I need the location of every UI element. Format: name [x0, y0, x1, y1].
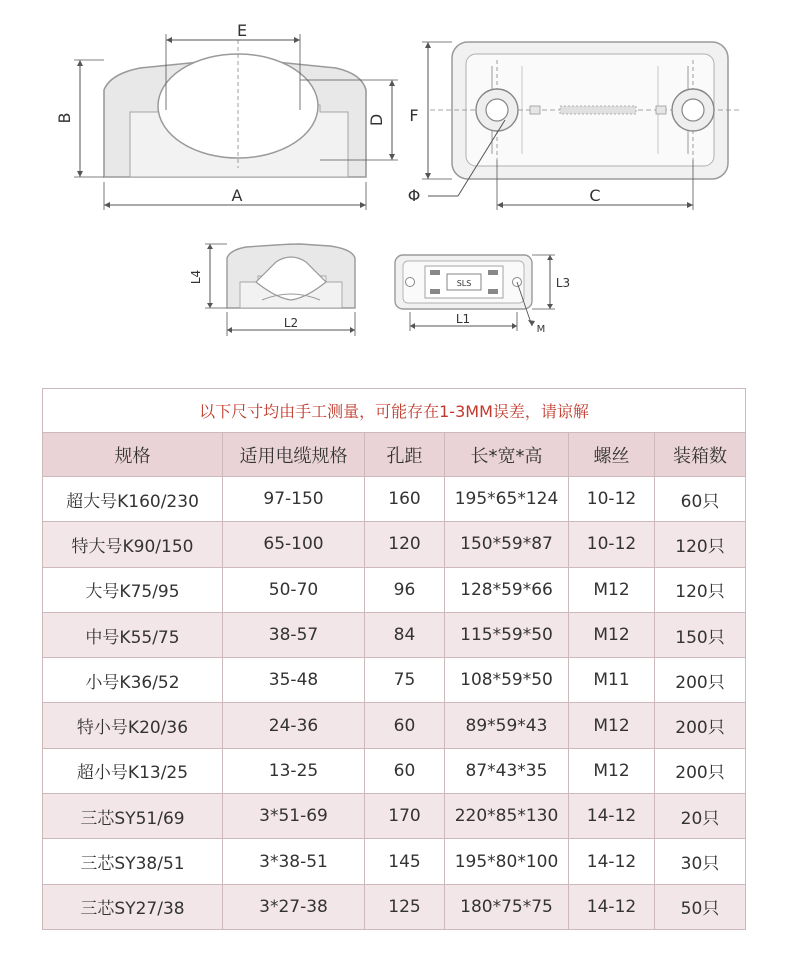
dimensions-cell: 180*75*75 — [445, 884, 569, 929]
table-row — [43, 658, 746, 703]
box-qty-cell: 30只 — [655, 839, 746, 884]
col-header-screw: 螺丝 — [569, 433, 655, 477]
small-front-view-drawing — [189, 244, 355, 336]
dim-label-b: B — [55, 112, 74, 124]
dimensions-cell: 108*59*50 — [445, 658, 569, 703]
col-header-hole-pitch: 孔距 — [365, 433, 445, 477]
table-row — [43, 748, 746, 793]
col-header-dimensions: 长*宽*高 — [445, 433, 569, 477]
hole-pitch-cell: 60 — [365, 703, 445, 748]
spec-table — [42, 388, 746, 930]
dimensions-cell: 220*85*130 — [445, 794, 569, 839]
cable-range-cell: 97-150 — [223, 477, 365, 522]
dim-label-d: D — [367, 113, 386, 127]
dimensions-cell: 87*43*35 — [445, 748, 569, 793]
box-qty-cell: 200只 — [655, 748, 746, 793]
box-qty-cell: 200只 — [655, 658, 746, 703]
dim-label-c: C — [589, 186, 601, 205]
technical-drawings — [0, 0, 787, 370]
hole-pitch-cell: 84 — [365, 612, 445, 657]
table-row — [43, 477, 746, 522]
spec-cell: 大号K75/95 — [43, 567, 223, 612]
box-qty-cell: 120只 — [655, 522, 746, 567]
dim-label-l1: L1 — [455, 312, 471, 326]
hole-pitch-cell: 60 — [365, 748, 445, 793]
table-row — [43, 884, 746, 929]
dim-label-m: M — [536, 324, 546, 335]
col-header-box-qty: 装箱数 — [655, 433, 746, 477]
col-header-cable-range: 适用电缆规格 — [223, 433, 365, 477]
screw-cell: 10-12 — [569, 522, 655, 567]
dim-label-l2: L2 — [283, 316, 299, 330]
note-row — [43, 389, 746, 433]
sls-mark: SLS — [456, 279, 472, 288]
spec-cell: 特小号K20/36 — [43, 703, 223, 748]
screw-cell: M12 — [569, 748, 655, 793]
table-row — [43, 794, 746, 839]
cable-range-cell: 13-25 — [223, 748, 365, 793]
cable-range-cell: 3*38-51 — [223, 839, 365, 884]
dimensions-cell: 128*59*66 — [445, 567, 569, 612]
screw-cell: M12 — [569, 612, 655, 657]
dimensions-cell: 115*59*50 — [445, 612, 569, 657]
cable-range-cell: 35-48 — [223, 658, 365, 703]
box-qty-cell: 60只 — [655, 477, 746, 522]
box-qty-cell: 150只 — [655, 612, 746, 657]
box-qty-cell: 50只 — [655, 884, 746, 929]
cable-range-cell: 3*27-38 — [223, 884, 365, 929]
spec-cell: 三芯SY38/51 — [43, 839, 223, 884]
box-qty-cell: 20只 — [655, 794, 746, 839]
cable-range-cell: 24-36 — [223, 703, 365, 748]
screw-cell: 14-12 — [569, 839, 655, 884]
col-header-spec: 规格 — [43, 433, 223, 477]
table-row — [43, 612, 746, 657]
front-view-drawing — [55, 21, 398, 210]
table-header-row — [43, 433, 746, 477]
spec-cell: 中号K55/75 — [43, 612, 223, 657]
small-top-view-drawing — [395, 255, 570, 335]
dim-label-phi: Φ — [407, 186, 421, 205]
cable-range-cell: 65-100 — [223, 522, 365, 567]
screw-cell: 10-12 — [569, 477, 655, 522]
table-row — [43, 522, 746, 567]
hole-pitch-cell: 96 — [365, 567, 445, 612]
hole-pitch-cell: 160 — [365, 477, 445, 522]
screw-cell: M11 — [569, 658, 655, 703]
table-body — [43, 477, 746, 930]
dim-label-f: F — [409, 106, 419, 125]
dim-label-a: A — [231, 186, 243, 205]
dim-label-e: E — [236, 21, 248, 40]
hole-pitch-cell: 75 — [365, 658, 445, 703]
dimensions-cell: 195*65*124 — [445, 477, 569, 522]
spec-cell: 小号K36/52 — [43, 658, 223, 703]
hole-pitch-cell: 120 — [365, 522, 445, 567]
cable-range-cell: 50-70 — [223, 567, 365, 612]
spec-cell: 特大号K90/150 — [43, 522, 223, 567]
box-qty-cell: 200只 — [655, 703, 746, 748]
screw-cell: M12 — [569, 703, 655, 748]
spec-cell: 超小号K13/25 — [43, 748, 223, 793]
dimensions-cell: 195*80*100 — [445, 839, 569, 884]
box-qty-cell: 120只 — [655, 567, 746, 612]
cable-range-cell: 3*51-69 — [223, 794, 365, 839]
screw-cell: M12 — [569, 567, 655, 612]
table-row — [43, 567, 746, 612]
table-row — [43, 839, 746, 884]
spec-cell: 超大号K160/230 — [43, 477, 223, 522]
measurement-note: 以下尺寸均由手工测量，可能存在1-3MM误差，请谅解 — [43, 389, 746, 433]
hole-pitch-cell: 145 — [365, 839, 445, 884]
table-row — [43, 703, 746, 748]
screw-cell: 14-12 — [569, 794, 655, 839]
dimensions-cell: 150*59*87 — [445, 522, 569, 567]
dim-label-l3: L3 — [555, 276, 571, 290]
spec-cell: 三芯SY51/69 — [43, 794, 223, 839]
dimensions-cell: 89*59*43 — [445, 703, 569, 748]
screw-cell: 14-12 — [569, 884, 655, 929]
top-view-drawing — [408, 42, 740, 210]
hole-pitch-cell: 125 — [365, 884, 445, 929]
spec-cell: 三芯SY27/38 — [43, 884, 223, 929]
dim-label-l4: L4 — [189, 269, 203, 285]
cable-range-cell: 38-57 — [223, 612, 365, 657]
hole-pitch-cell: 170 — [365, 794, 445, 839]
